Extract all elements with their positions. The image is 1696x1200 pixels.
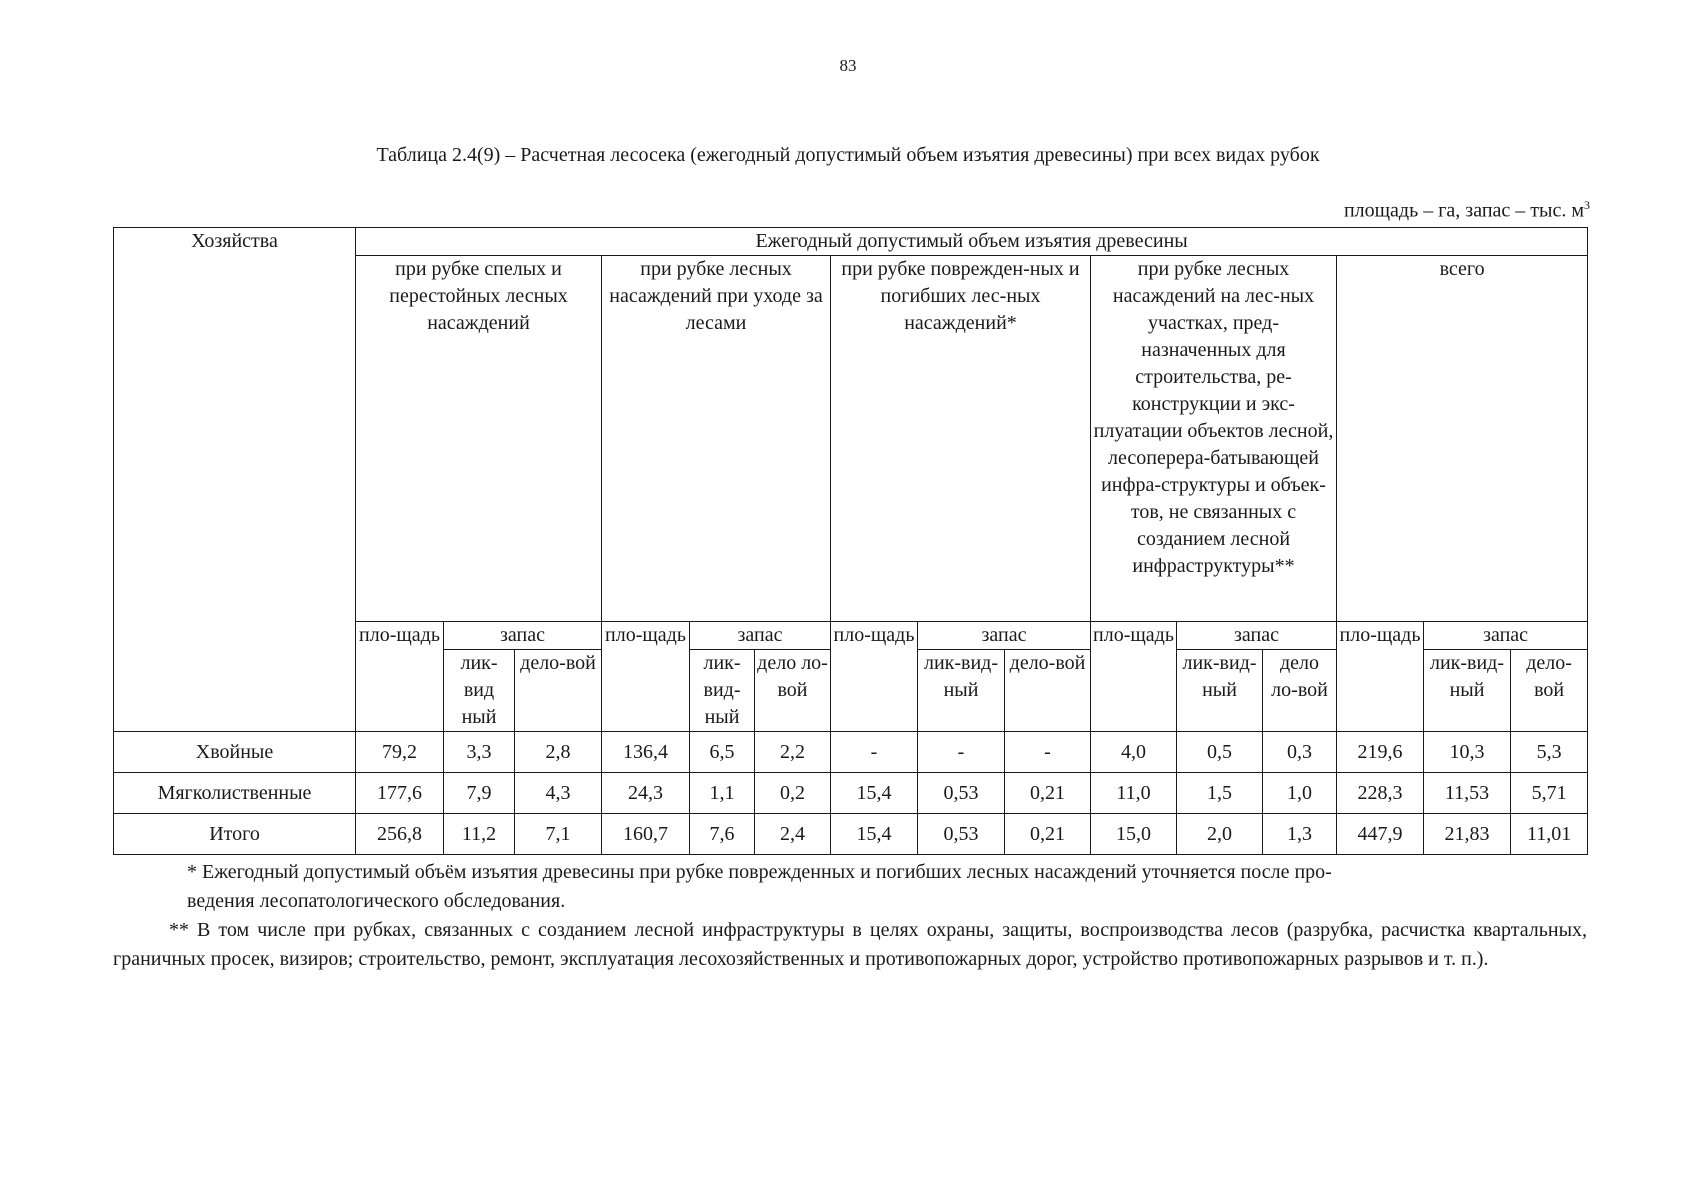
header-area: пло-щадь bbox=[1091, 622, 1177, 732]
footnote-damaged-line1: * Ежегодный допустимый объём изъятия древесины при рубке поврежденных и погибших лесных насаждений уточняется после про- bbox=[187, 861, 1332, 883]
table-cell: 4,0 bbox=[1091, 732, 1177, 773]
table-cell: 7,9 bbox=[444, 773, 515, 814]
header-area: пло-щадь bbox=[1337, 622, 1424, 732]
table-cell: 21,83 bbox=[1424, 814, 1511, 855]
footnote-damaged-line2: ведения лесопатологического обследования. bbox=[187, 890, 566, 912]
table-cell: 5,71 bbox=[1511, 773, 1588, 814]
table-cell: 2,0 bbox=[1177, 814, 1263, 855]
header-business: дело-вой bbox=[515, 650, 602, 732]
table-cell: 0,5 bbox=[1177, 732, 1263, 773]
header-business: дело-вой bbox=[1005, 650, 1091, 732]
table-cell: 228,3 bbox=[1337, 773, 1424, 814]
table-cell: 11,01 bbox=[1511, 814, 1588, 855]
row-name: Итого bbox=[114, 814, 356, 855]
page-number: 83 bbox=[839, 56, 857, 75]
table-cell: 3,3 bbox=[444, 732, 515, 773]
table-cell: 5,3 bbox=[1511, 732, 1588, 773]
table-cell: 0,3 bbox=[1263, 732, 1337, 773]
table-cell: 7,6 bbox=[690, 814, 755, 855]
table-cell: 0,53 bbox=[918, 814, 1005, 855]
table-cell: 447,9 bbox=[1337, 814, 1424, 855]
footnotes bbox=[113, 858, 1587, 974]
header-group-mature: при рубке спелых и перестойных лесных насаждений bbox=[356, 256, 602, 622]
header-annual-volume: Ежегодный допустимый объем изъятия древесины bbox=[356, 228, 1588, 256]
header-stock: запас bbox=[1424, 622, 1588, 650]
table-cell: 6,5 bbox=[690, 732, 755, 773]
table-row bbox=[114, 814, 1588, 855]
table-cell: 256,8 bbox=[356, 814, 444, 855]
units-superscript: 3 bbox=[1584, 198, 1590, 212]
table-cell: 1,3 bbox=[1263, 814, 1337, 855]
table-cell: 10,3 bbox=[1424, 732, 1511, 773]
header-liquid: лик-вид-ный bbox=[918, 650, 1005, 732]
table-row bbox=[114, 732, 1588, 773]
header-group-infrastructure: при рубке лесных насаждений на лес-ных участках, пред-назначенных для строительства, ре-конструкции и экс-плуатации объектов лесной, лесоперера-батывающей инфра-структуры и объек-тов, не связанных с созданием лесной инфраструктуры** bbox=[1091, 256, 1337, 622]
table-cell: 0,2 bbox=[755, 773, 831, 814]
header-business: дело-вой bbox=[1511, 650, 1588, 732]
table-cell: 1,1 bbox=[690, 773, 755, 814]
header-area: пло-щадь bbox=[831, 622, 918, 732]
header-stock: запас bbox=[444, 622, 602, 650]
table-cell: 160,7 bbox=[602, 814, 690, 855]
table-cell: 219,6 bbox=[1337, 732, 1424, 773]
header-liquid: лик-вид-ный bbox=[1424, 650, 1511, 732]
table-cell: 2,2 bbox=[755, 732, 831, 773]
footnote-damaged bbox=[113, 858, 1587, 916]
table-cell: 4,3 bbox=[515, 773, 602, 814]
table-cell: 177,6 bbox=[356, 773, 444, 814]
table-cell: 2,4 bbox=[755, 814, 831, 855]
header-liquid: лик-вид ный bbox=[444, 650, 515, 732]
header-business: дело ло-вой bbox=[755, 650, 831, 732]
header-group-damaged: при рубке поврежден-ных и погибших лес-ных насаждений* bbox=[831, 256, 1091, 622]
table-cell: 0,21 bbox=[1005, 814, 1091, 855]
header-stock: запас bbox=[690, 622, 831, 650]
header-business: дело ло-вой bbox=[1263, 650, 1337, 732]
table-body bbox=[114, 732, 1588, 855]
table-cell: 2,8 bbox=[515, 732, 602, 773]
units-text: площадь – га, запас – тыс. м bbox=[1343, 199, 1584, 222]
table-cell: 1,5 bbox=[1177, 773, 1263, 814]
header-farms: Хозяйства bbox=[114, 228, 356, 732]
table-cell: 11,53 bbox=[1424, 773, 1511, 814]
table-cell: 11,2 bbox=[444, 814, 515, 855]
table-cell: 15,4 bbox=[831, 814, 918, 855]
units-note bbox=[1344, 198, 1590, 223]
table-cell: 136,4 bbox=[602, 732, 690, 773]
table-cell: 0,21 bbox=[1005, 773, 1091, 814]
header-liquid: лик-вид-ный bbox=[1177, 650, 1263, 732]
table-cell: - bbox=[831, 732, 918, 773]
footnote-infrastructure: ** В том числе при рубках, связанных с созданием лесной инфраструктуры в целях охраны, защиты, воспроизводства лесов (разрубка, расчистка квартальных, граничных просек, визиров; строительство, ремонт, эксплуатация лесохозяйственных и противопожарных дорог, устройство противопожарных разрывов и т. п.). bbox=[113, 919, 1587, 970]
header-stock: запас bbox=[918, 622, 1091, 650]
header-area: пло-щадь bbox=[602, 622, 690, 732]
table-cell: 15,4 bbox=[831, 773, 918, 814]
row-name: Хвойные bbox=[114, 732, 356, 773]
row-name: Мягколиственные bbox=[114, 773, 356, 814]
harvest-table bbox=[113, 227, 1588, 855]
table-row bbox=[114, 773, 1588, 814]
table-cell: 11,0 bbox=[1091, 773, 1177, 814]
header-liquid: лик-вид-ный bbox=[690, 650, 755, 732]
table-cell: - bbox=[918, 732, 1005, 773]
header-area: пло-щадь bbox=[356, 622, 444, 732]
table-cell: 79,2 bbox=[356, 732, 444, 773]
table-caption: Таблица 2.4(9) – Расчетная лесосека (ежегодный допустимый объем изъятия древесины) при всех видах рубок bbox=[376, 144, 1320, 166]
table-cell: 0,53 bbox=[918, 773, 1005, 814]
table-cell: 24,3 bbox=[602, 773, 690, 814]
header-stock: запас bbox=[1177, 622, 1337, 650]
header-group-care: при рубке лесных насаждений при уходе за лесами bbox=[602, 256, 831, 622]
table-cell: 1,0 bbox=[1263, 773, 1337, 814]
header-group-total: всего bbox=[1337, 256, 1588, 622]
table-cell: - bbox=[1005, 732, 1091, 773]
table-cell: 15,0 bbox=[1091, 814, 1177, 855]
table-cell: 7,1 bbox=[515, 814, 602, 855]
